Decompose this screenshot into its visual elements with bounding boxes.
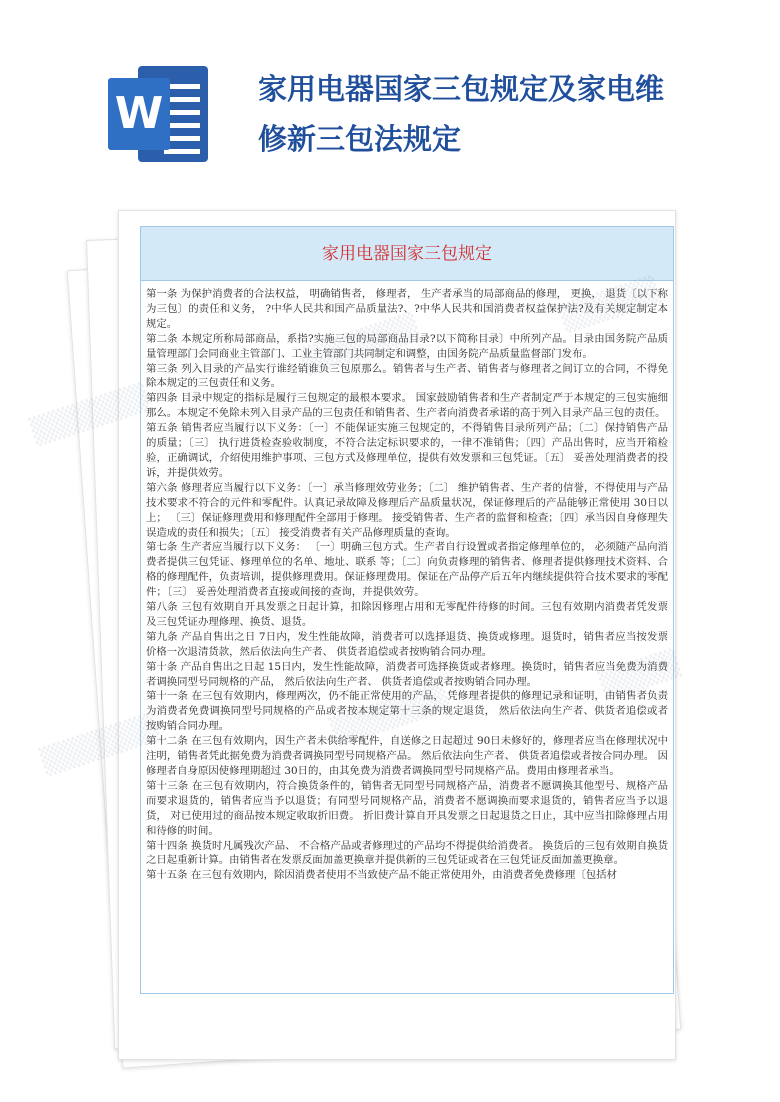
article-15: 第十五条 在三包有效期内，除因消费者使用不当致使产品不能正常使用外，由消费者免费修理〔包括材: [146, 869, 617, 882]
page-title: 家用电器国家三包规定: [141, 227, 673, 281]
article-5: 第五条 销售者应当履行以下义务：〔一〕不能保证实施三包规定的，不得销售目录所列产品；〔二〕保持销售产品的质量；〔三〕 执行进货检查验收制度，不符合法定标识要求的，一律不准销售；〔四〕产品出售时，应当开箱检验，正确调试，介绍使用维护事项、三包方式及修理单位，提供有效发票和三包凭证。〔五〕 妥善处理消费者的投诉，并提供效劳。: [146, 422, 668, 479]
article-7: 第七条 生产者应当履行以下义务： 〔一〕明确三包方式。生产者自行设置或者指定修理单位的， 必须随产品向消费者提供三包凭证、修理单位的名单、地址、联系 等；〔二〕向负责修理的销售者、修理者提供修理技术资料、合格的修理配件，负责培训，提供修理费用。保证修理费用。保证在产品停产后五年内继续提供符合技术要求的零配件；〔三〕 妥善处理消费者直接或间接的查询，并提供效劳。: [146, 541, 668, 599]
article-14: 第十四条 换货时凡属残次产品、 不合格产品或者修理过的产品均不得提供给消费者。 换货后的三包有效期自换货之日起重新计算。由销售者在发票反面加盖更换章并提供新的三包凭证或者在三包凭证反面加盖更换章。: [146, 839, 668, 867]
article-1: 第一条 为保护消费者的合法权益， 明确销售者， 修理者， 生产者承当的局部商品的修理， 更换， 退货〔以下称为三包〕的责任和义务， ?中华人民共和国产品质量法?、?中华人民共和国消费者权益保护法?及有关规定制定本规定。: [146, 288, 668, 330]
article-11: 第十一条 在三包有效期内，修理两次，仍不能正常使用的产品， 凭修理者提供的修理记录和证明，由销售者负责为消费者免费调换同型号同规格的产品或者按本规定第十三条的规定退货， 然后依法向生产者、供货者追偿或者按购销合同办理。: [146, 690, 668, 733]
article-3: 第三条 列入目录的产品实行谁经销谁负三包原那么。销售者与生产者、销售者与修理者之间订立的合同，不得免除本规定的三包责任和义务。: [146, 362, 668, 390]
article-13: 第十三条 在三包有效期内，符合换货条件的，销售者无同型号同规格产品，消费者不愿调换其他型号、规格产品而要求退货的，销售者应当予以退货；有同型号同规格产品，消费者不愿调换而要求退货的，销售者应当予以退货， 对已使用过的商品按本规定收取折旧费。 折旧费计算自开具发票之日起退货之日止，其中应当扣除修理占用和待修的时间。: [146, 779, 668, 837]
article-9: 第九条 产品自售出之日 7日内，发生性能故障，消费者可以选择退货、换货或修理。退货时，销售者应当按发票价格一次退清货款，然后依法向生产者、 供货者追偿或者按购销合同办理。: [146, 630, 668, 658]
document-heading: 家用电器国家三包规定及家电维修新三包法规定: [258, 72, 665, 156]
article-10: 第十条 产品自售出之日起 15日内，发生性能故障，消费者可选择换货或者修理。换货时，销售者应当免费为消费者调换同型号同规格的产品， 然后依法向生产者、 供货者追偿或者按购销合同办理。: [146, 660, 668, 688]
article-6: 第六条 修理者应当履行以下义务：〔一〕承当修理效劳业务；〔二〕 维护销售者、生产者的信誉，不得使用与产品技术要求不符合的元件和零配件。认真记录故障及修理后产品质量状况，保证修理后的产品能够正常使用 30日以上； 〔三〕保证修理费用和修理配件全部用于修理。 接受销售者、生产者的监督和检查；〔四〕承当因自身修理失误造成的责任和损失；〔五〕 接受消费者有关产品修理质量的查询。: [146, 481, 668, 539]
word-document-icon: [108, 64, 210, 164]
article-8: 第八条 三包有效期自开具发票之日起计算，扣除因修理占用和无零配件待修的时间。三包有效期内消费者凭发票及三包凭证办理修理、换货、退货。: [146, 601, 668, 628]
word-icon-letter: W: [108, 78, 170, 150]
document-page: [140, 226, 674, 994]
document-body: [141, 281, 673, 883]
article-12: 第十二条 在三包有效期内，因生产者未供给零配件，自送修之日起超过 90日未修好的，修理者应当在修理状况中注明，销售者凭此据免费为消费者调换同型号同规格产品。 然后依法向生产者、 供货者追偿或者按合同办理。 因修理者自身原因使修理期超过 30日的，由其免费为消费者调换同型号同规格产品。费用由修理者承当。: [146, 735, 668, 777]
article-2: 第二条 本规定所称局部商品，系指?实施三包的局部商品目录?以下简称目录〕中所列产品。目录由国务院产品质量管理部门会同商业主管部门、工业主管部门共同制定和调整，由国务院产品质量监督部门发布。: [146, 332, 668, 360]
article-4: 第四条 目录中规定的指标是履行三包规定的最根本要求。 国家鼓励销售者和生产者制定严于本规定的三包实施细那么。本规定不免除未列入目录产品的三包责任和销售者、生产者向消费者承诺的高于列入目录产品三包的责任。: [146, 392, 668, 420]
